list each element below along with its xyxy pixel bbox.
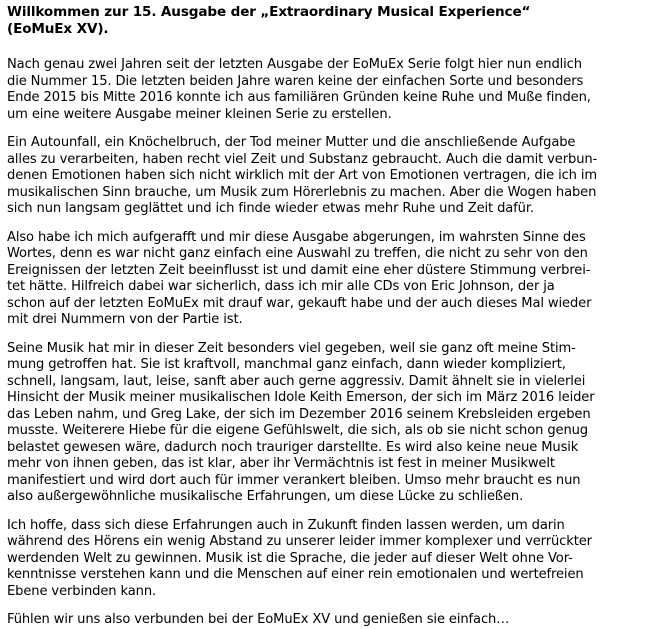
document-page xyxy=(7,4,663,629)
paragraph xyxy=(7,57,663,123)
text-line: denen Emotionen haben sich nicht wirklich mit der Art von Emotionen vertragen, die ich im xyxy=(7,168,598,183)
text-line: Also habe ich mich aufgerafft und mir diese Ausgabe abgerungen, im wahrsten Sinne des xyxy=(7,229,586,245)
text-line: tet hätte. Hilfreich dabei war sicherlich, dass ich mir alle CDs von Eric Johnson, der ja xyxy=(7,279,555,294)
text-line: mit drei Nummern von der Partie ist. xyxy=(7,312,243,327)
text-line: also außergewöhnliche musikalische Erfahrungen, um diese Lücke zu schließen. xyxy=(7,489,524,504)
text-line: das Leben nahm, und Greg Lake, der sich im Dezember 2016 seinem Krebsleiden ergeben xyxy=(7,406,591,422)
text-line: kenntnisse verstehen kann und die Menschen auf einer rein emotionalen und wertefreien xyxy=(7,567,584,582)
text-line: Ebene verbinden kann. xyxy=(7,583,157,599)
text-line: Ich hoffe, dass sich diese Erfahrungen auch in Zukunft finden lassen werden, um darin xyxy=(7,517,565,533)
paragraph xyxy=(7,612,663,629)
text-line: Ende 2015 bis Mitte 2016 konnte ich aus familiären Gründen keine Ruhe und Muße finden, xyxy=(7,90,591,105)
paragraph xyxy=(7,518,663,601)
text-line: während des Hörens ein wenig Abstand zu unserer leider immer komplexer und verrückter xyxy=(7,534,592,549)
text-line: die Nummer 15. Die letzten beiden Jahre waren keine der einfachen Sorte und besonders xyxy=(7,73,584,89)
text-line: musikalischen Sinn brauche, um Musik zum Hörerlebnis zu machen. Aber die Wogen haben xyxy=(7,184,597,200)
text-line: alles zu verarbeiten, haben recht viel Zeit und Substanz gebraucht. Auch die damit verbun- xyxy=(7,151,598,167)
text-line: belastet gewesen wäre, dadurch noch trauriger darstellte. Es wird also keine neue Musik xyxy=(7,439,579,455)
text-line: Hinsicht der Musik meiner musikalischen Idole Keith Emerson, der sich im März 2016 leider xyxy=(7,390,595,405)
text-line: Nach genau zwei Jahren seit der letzten Ausgabe der EoMuEx Serie folgt hier nun endlich xyxy=(7,57,582,72)
title-line: (EoMuEx XV). xyxy=(7,20,109,37)
text-line: Ereignissen der letzten Zeit beeinflusst ist und damit eine eher düstere Stimmung verbrei- xyxy=(7,262,591,278)
paragraph xyxy=(7,341,663,506)
document-title xyxy=(7,4,663,37)
text-line: um eine weitere Ausgabe meiner kleinen Serie zu erstellen. xyxy=(7,106,392,122)
text-line: schnell, langsam, laut, leise, sanft aber auch gerne aggressiv. Damit ähnelt sie in vielerlei xyxy=(7,373,586,389)
text-line: Seine Musik hat mir in dieser Zeit besonders viel gegeben, weil sie ganz oft meine Stim- xyxy=(7,340,576,356)
document-body xyxy=(7,57,663,629)
text-line: musste. Weiterere Hiebe für die eigene Gefühlswelt, die sich, als ob sie nicht schon genug xyxy=(7,423,588,438)
text-line: schon auf der letzten EoMuEx mit drauf war, gekauft habe und der auch dieses Mal wieder xyxy=(7,295,592,311)
paragraph xyxy=(7,135,663,218)
paragraph xyxy=(7,230,663,329)
text-line: Ein Autounfall, ein Knöchelbruch, der Tod meiner Mutter und die anschließende Aufgabe xyxy=(7,135,576,150)
text-line: werdenden Welt zu gewinnen. Musik ist die Sprache, die jeder auf dieser Welt ohne Vor- xyxy=(7,550,573,566)
text-line: sich nun langsam geglättet und ich finde wieder etwas mehr Ruhe und Zeit dafür. xyxy=(7,201,534,216)
title-line: Willkommen zur 15. Ausgabe der „Extraordinary Musical Experience“ xyxy=(7,4,531,20)
text-line: manifestiert und wird dort auch für immer verankert bleiben. Umso mehr braucht es nun xyxy=(7,472,581,488)
text-line: Wortes, denn es war nicht ganz einfach eine Auswahl zu treffen, die nicht zu sehr von den xyxy=(7,246,588,261)
text-line: Fühlen wir uns also verbunden bei der EoMuEx XV und genießen sie einfach… xyxy=(7,612,510,627)
text-line: mehr von ihnen geben, das ist klar, aber ihr Vermächtnis ist fest in meiner Musikwelt xyxy=(7,456,555,471)
text-line: mung getroffen hat. Sie ist kraftvoll, manchmal ganz einfach, dann wieder kompliziert, xyxy=(7,357,566,372)
